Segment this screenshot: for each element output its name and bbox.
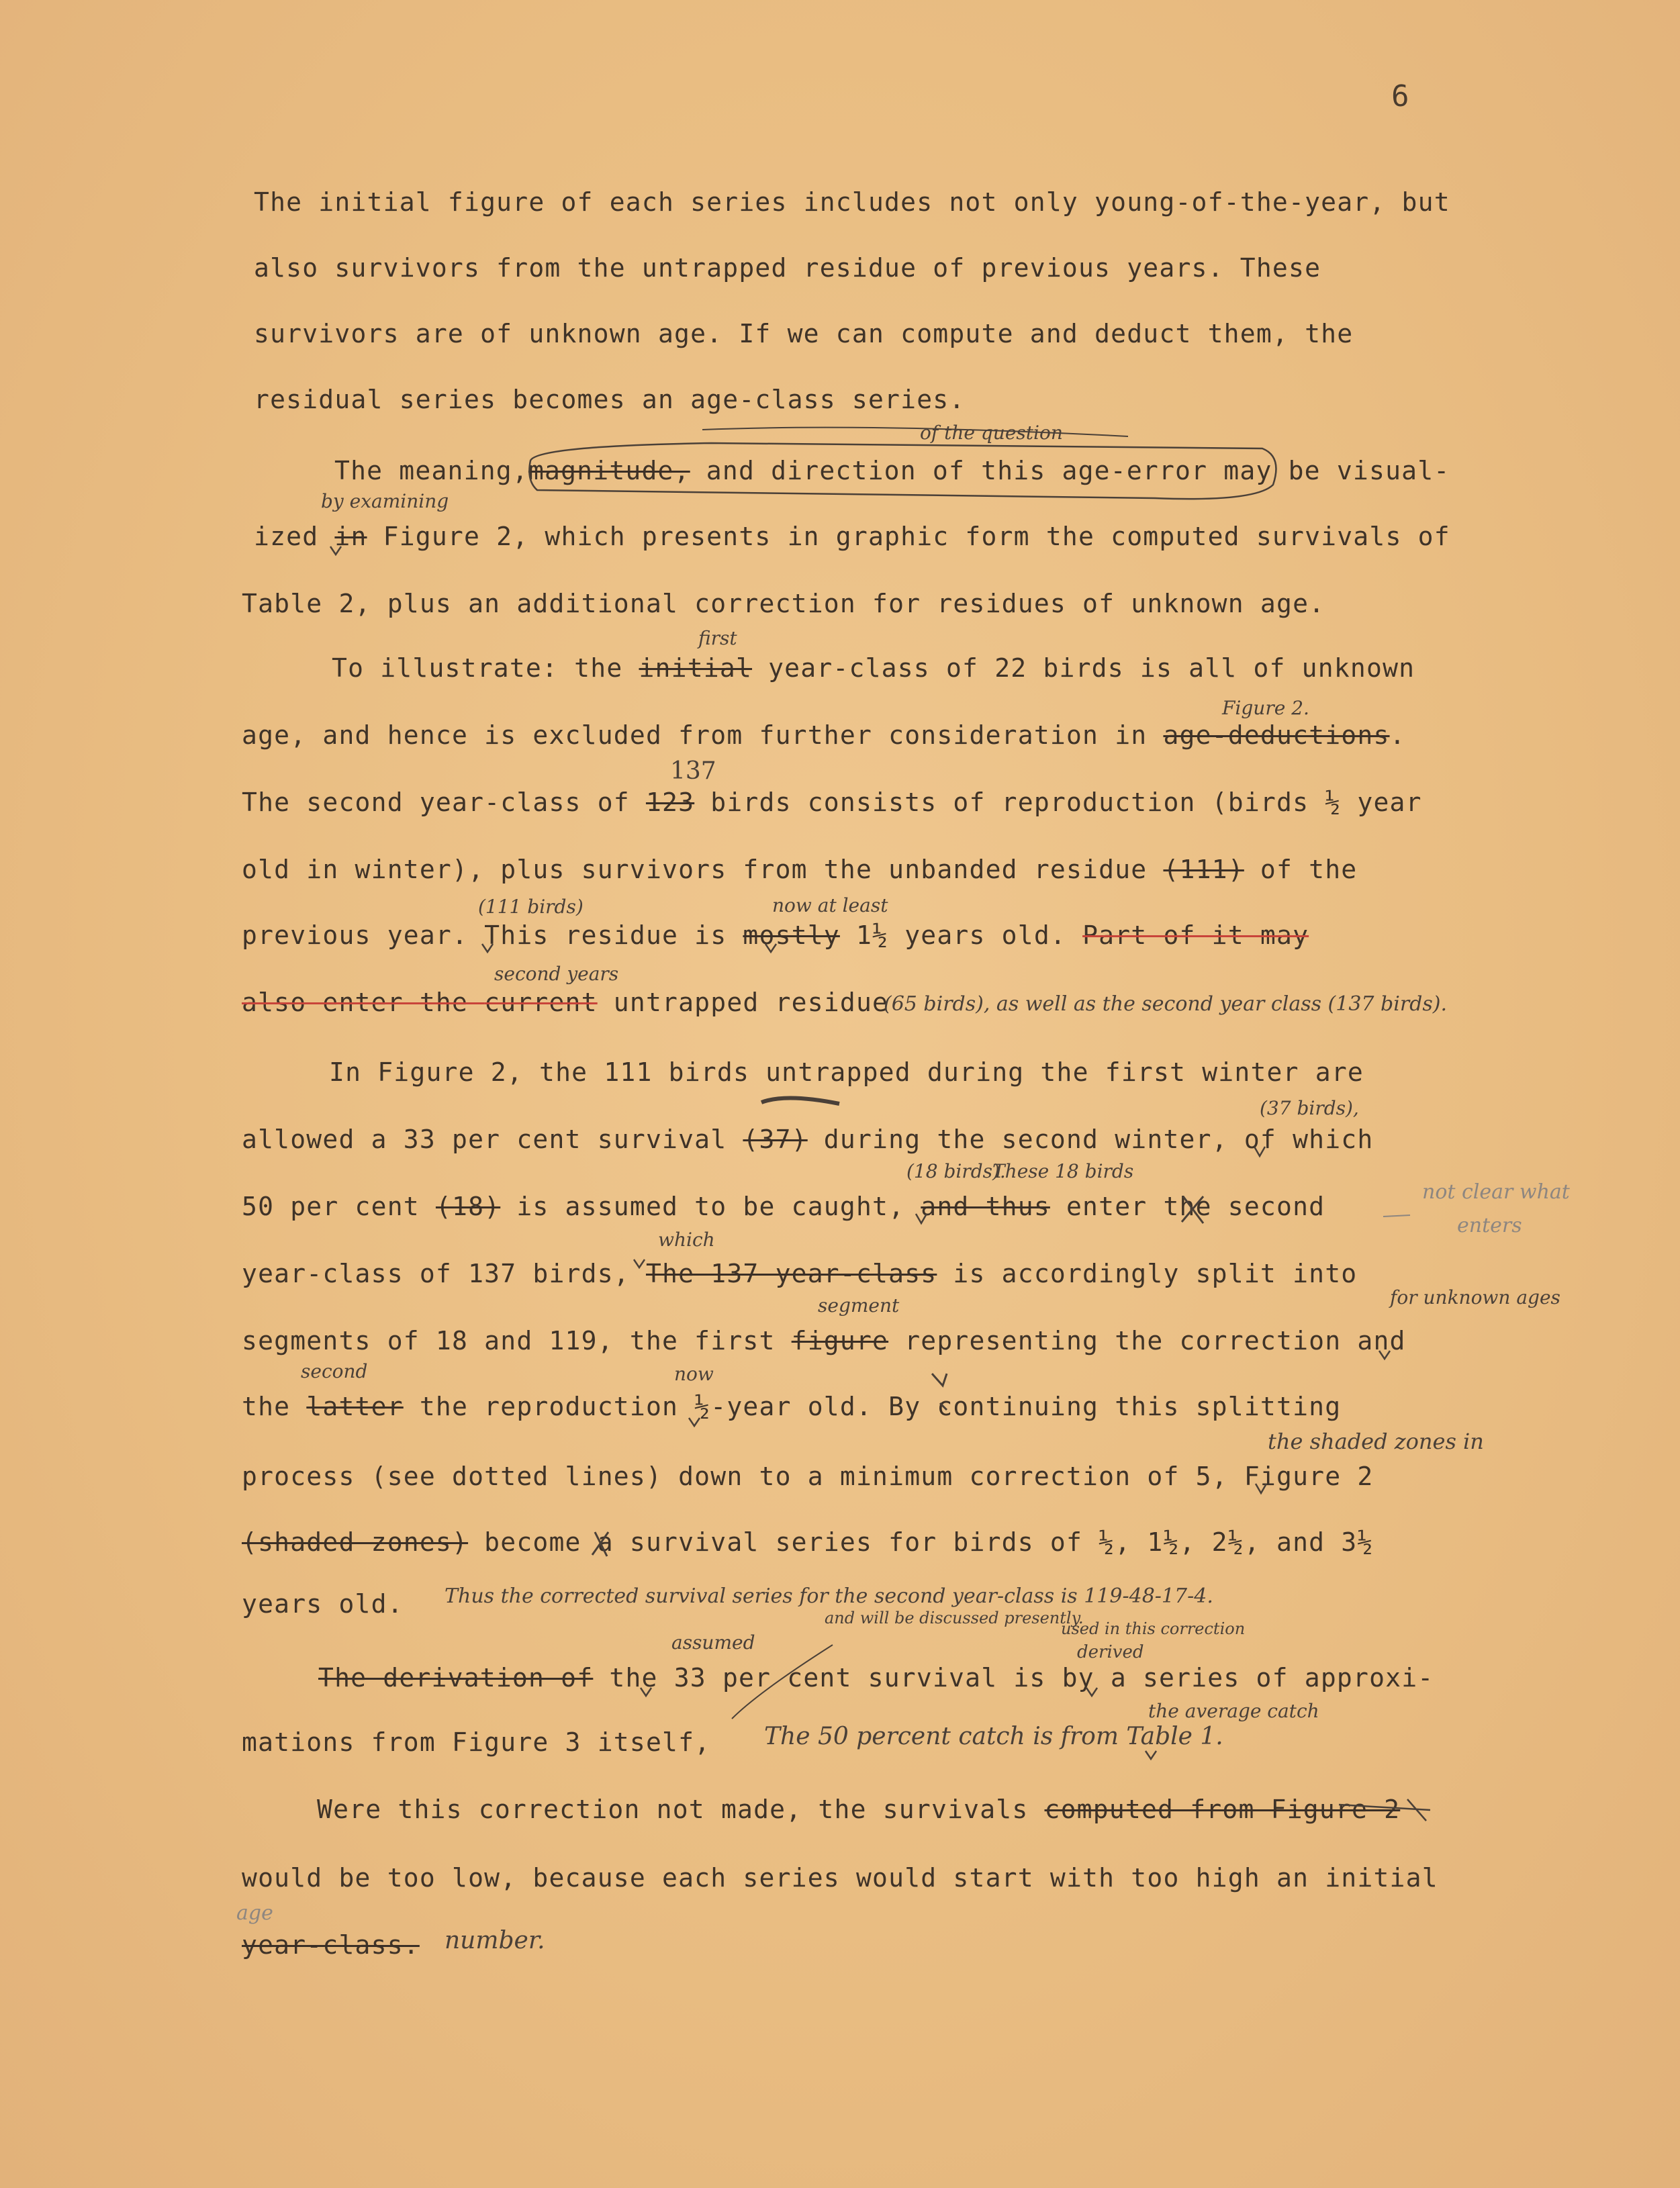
struck-text: age-deductions <box>1163 720 1390 750</box>
text-span: representing the correction and <box>888 1326 1406 1355</box>
struck-text: mostly <box>743 920 840 950</box>
text-span: is accordingly split into <box>937 1259 1358 1288</box>
caret-mark <box>1254 1147 1265 1156</box>
struck-text: figure <box>791 1326 889 1355</box>
text-span: the second <box>1147 1192 1325 1221</box>
caret-mark <box>1256 1484 1266 1493</box>
text-line-2: also survivors from the untrapped residue of previous years. These <box>254 253 1321 283</box>
caret-mark <box>482 944 493 952</box>
text-span: and direction of this age-error <box>690 456 1208 485</box>
struck-text: in <box>334 522 367 551</box>
paragraph-mark <box>932 1374 947 1410</box>
struck-text: and thus <box>921 1192 1050 1221</box>
note-second: second <box>301 1360 368 1382</box>
note-by-examining: by examining <box>321 490 449 512</box>
text-span: year-class of 22 birds is all of unknown <box>752 653 1415 683</box>
text-span: segments of 18 and 119, the first <box>242 1326 792 1355</box>
note-shaded-zones: the shaded zones in <box>1268 1429 1484 1454</box>
note-first: first <box>698 627 737 649</box>
note-137: 137 <box>670 757 716 785</box>
struck-text: The derivation of <box>318 1663 594 1693</box>
caret-mark <box>641 1688 651 1696</box>
note-corrected-series: Thus the corrected survival series for the second year-class is 119-48-17-4. <box>445 1584 1213 1608</box>
text-line-7: Table 2, plus an additional correction for residues of unknown age. <box>242 589 1325 618</box>
text-line-4: residual series becomes an age-class series. <box>254 385 966 414</box>
note-segment: segment <box>818 1294 900 1317</box>
caret-mark <box>330 546 341 555</box>
scribble-mark <box>761 1098 839 1104</box>
text-span: Were this correction not made, the survivals <box>317 1795 1045 1824</box>
ink-stroke <box>702 428 1128 436</box>
text-span: old in winter), plus survivors from the unbanded residue <box>242 855 1164 884</box>
struck-text: latter <box>306 1392 404 1421</box>
struck-text-red: current <box>484 988 598 1017</box>
text-span: of the <box>1244 855 1358 884</box>
text-span: untrapped residue <box>597 988 889 1017</box>
text-line-20: process (see dotted lines) down to a minimum correction of 5, Figure 2 <box>242 1462 1374 1491</box>
struck-text-red: also enter the <box>242 988 485 1017</box>
note-age: age <box>236 1901 273 1925</box>
struck-text: computed from Figure 2 <box>1044 1795 1401 1824</box>
struck-text: (111) <box>1163 855 1244 884</box>
text-span: 50 per cent <box>242 1192 436 1221</box>
note-derived: derived <box>1077 1642 1144 1662</box>
note-which: which <box>658 1229 715 1251</box>
note-assumed: assumed <box>671 1631 755 1654</box>
struck-text: (18) <box>435 1192 501 1221</box>
struck-text: year-class. <box>242 1930 420 1960</box>
caret-mark <box>1086 1688 1097 1696</box>
note-enters: enters <box>1457 1214 1522 1237</box>
note-now-at-least: now at least <box>772 894 888 916</box>
text-span: the 33 per cent survival is by a series of approxi- <box>593 1663 1434 1693</box>
text-line-26: would be too low, because each series would start with too high an initial <box>242 1863 1438 1893</box>
text-span: the reproduction ½-year old. By continuing this splitting <box>403 1392 1342 1421</box>
note-these-18-birds: These 18 birds <box>992 1160 1134 1182</box>
text-span: a survival series for birds of ½, 1½, 2½, and 3½ <box>581 1527 1374 1557</box>
text-span: may be visual- <box>1207 456 1450 485</box>
text-span: The second year-class of <box>242 788 646 817</box>
ink-loop <box>529 443 1276 499</box>
note-50-percent: The 50 percent catch is from Table 1. <box>764 1723 1223 1750</box>
text-line-24: mations from Figure 3 itself, <box>242 1727 711 1757</box>
pencil-line <box>1383 1215 1410 1217</box>
caret-mark <box>634 1259 645 1268</box>
text-span: 1½ years old. <box>839 920 1083 950</box>
text-span: allowed a 33 per cent survival <box>242 1125 743 1154</box>
caret-mark <box>1146 1751 1156 1759</box>
caret-mark <box>1379 1351 1390 1359</box>
struck-text: (shaded zones) <box>242 1527 469 1557</box>
caret-mark <box>689 1418 700 1426</box>
note-for-unknown-ages: for unknown ages <box>1390 1286 1560 1309</box>
text-span: To illustrate: the <box>332 653 639 683</box>
text-span: year-class of 137 birds, <box>242 1259 646 1288</box>
struck-text: 123 <box>645 788 695 817</box>
note-65-birds: (65 birds), as well as the second year class (137 birds). <box>884 992 1448 1016</box>
strike-mark <box>1339 1799 1430 1821</box>
note-average-catch: the average catch <box>1148 1700 1319 1722</box>
note-used: used in this correction <box>1061 1619 1246 1638</box>
note-111-birds: (111 birds) <box>478 896 584 918</box>
text-span: the <box>242 1392 307 1421</box>
note-figure-2: Figure 2. <box>1222 697 1309 719</box>
text-span: become <box>468 1527 581 1557</box>
struck-text: (37) <box>743 1125 808 1154</box>
struck-text: magnitude, <box>528 456 690 485</box>
note-second-years: second years <box>494 963 619 985</box>
text-span: birds consists of reproduction (birds ½ year <box>694 788 1422 817</box>
text-span: ized <box>254 522 335 551</box>
caret-mark <box>765 944 776 952</box>
note-not-clear: not clear what <box>1422 1180 1570 1204</box>
note-of-the-question: of the question <box>920 422 1063 444</box>
text-span: previous year. This residue is <box>242 920 743 950</box>
text-span: Figure 2, which presents in graphic form the computed survivals of <box>367 522 1450 551</box>
text-span: . <box>1389 720 1406 750</box>
ink-stroke <box>732 1645 833 1719</box>
note-37-birds: (37 birds), <box>1260 1097 1359 1119</box>
text-line-3: survivors are of unknown age. If we can compute and deduct them, the <box>254 319 1354 348</box>
cross-mark <box>1182 1196 1203 1223</box>
note-discussed: and will be discussed presently. <box>825 1609 1084 1627</box>
note-number: number. <box>445 1927 545 1954</box>
page-number: 6 <box>1391 79 1409 113</box>
note-18-birds: (18 birds). <box>906 1160 1006 1182</box>
text-line-1: The initial figure of each series includes not only young-of-the-year, but <box>254 187 1450 217</box>
struck-text: initial <box>639 653 753 683</box>
caret-mark <box>916 1214 927 1223</box>
struck-text-red: Part of it may <box>1082 920 1309 950</box>
struck-text: The 137 year-class <box>645 1259 937 1288</box>
cross-mark <box>592 1532 608 1556</box>
text-span: The meaning, <box>334 456 528 485</box>
text-line-14: In Figure 2, the 111 birds untrapped during the first winter are <box>329 1057 1364 1087</box>
note-now: now <box>674 1363 714 1385</box>
text-span: is assumed to be caught, <box>500 1192 921 1221</box>
text-span: enter <box>1049 1192 1148 1221</box>
text-span: age, and hence is excluded from further consideration in <box>242 720 1164 750</box>
text-span: during the second winter, of which <box>807 1125 1374 1154</box>
text-line-22: years old. <box>242 1589 404 1619</box>
